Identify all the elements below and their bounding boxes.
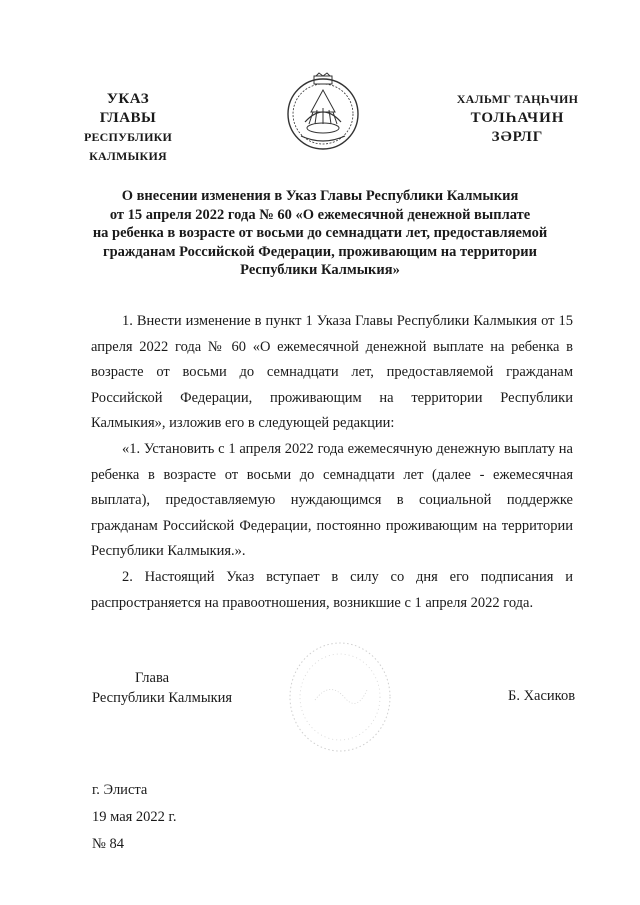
document-footer [92,777,177,858]
header-line-decree: УКАЗ [106,91,150,107]
document-body [91,309,573,616]
header-line-head: ГЛАВЫ [99,110,157,126]
kalmykia-emblem-icon [283,72,363,152]
issue-date: 19 мая 2022 г. [92,809,177,825]
issuer-header-russian [48,90,208,166]
signatory-title [92,668,232,708]
header-line-kalmyk-3: ЗӘРЛГ [491,129,544,145]
signatory-name: Б. Хасиков [508,688,576,704]
signatory-title-line-1: Глава [135,670,170,686]
paragraph-clause-2: 2. Настоящий Указ вступает в силу со дня его подписания и распространяется на правоотношения, возникшие с 1 апреля 2022 года. [91,568,573,611]
title-line: гражданам Российской Федерации, проживающим на территории [102,243,538,260]
paragraph-amended-text: «1. Установить с 1 апреля 2022 года ежемесячную денежную выплату на ребенка в возрасте от восьми до семнадцати лет (далее - ежемесячная выплата), предоставляемую нуждающимся в социальной поддержке гражданам Российской Федерации, постоянно проживающим на территории Республики Калмыкия.». [91,440,573,560]
stamp-icon [285,640,395,755]
header-line-kalmyk-1: ХАЛЬМГ ТАҢҺЧИН [456,92,579,106]
decree-number: № 84 [92,836,124,852]
title-line: Республики Калмыкия» [240,262,400,279]
document-title [80,187,560,280]
title-line: от 15 апреля 2022 года № 60 «О ежемесячной денежной выплате [109,206,531,223]
paragraph-clause-1: 1. Внести изменение в пункт 1 Указа Главы Республики Калмыкия от 15 апреля 2022 года № 60 «О ежемесячной денежной выплате на ребенка в возрасте от восьми до семнадцати лет, предоставляемой гражданам Российской Федерации, проживающим на территории Республики Калмыкия», изложив его в следующей редакции: [91,313,573,432]
issue-city: г. Элиста [92,782,148,798]
signatory-title-line-2: Республики Калмыкия [92,690,233,706]
issuer-header-kalmyk [450,90,585,147]
header-line-kalmyk-2: ТОЛҺАЧИН [470,110,565,126]
title-line: О внесении изменения в Указ Главы Республики Калмыкия [121,188,519,204]
header-line-republic: РЕСПУБЛИКИ КАЛМЫКИЯ [83,130,173,163]
title-line: на ребенка в возрасте от восьми до семнадцати лет, предоставляемой [92,225,548,242]
